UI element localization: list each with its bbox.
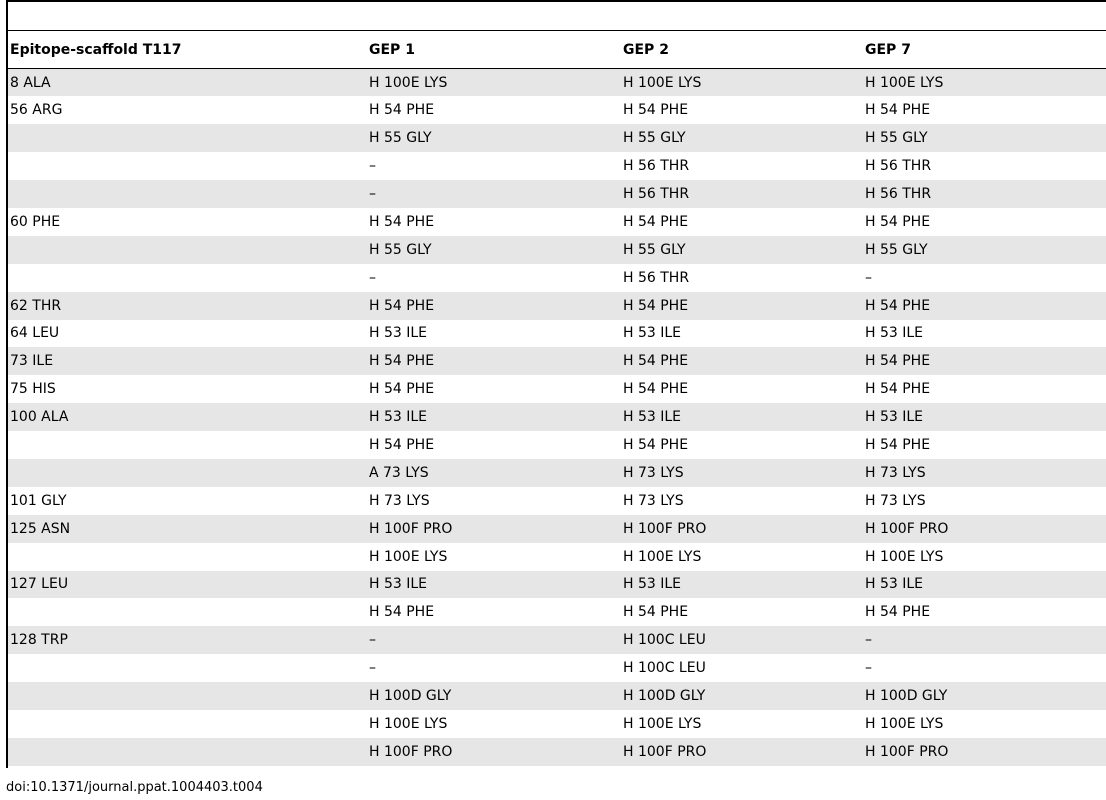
gep7-cell: H 100D GLY [865,688,948,705]
table-row [8,124,1106,152]
gep7-cell: H 100E LYS [865,74,944,91]
table-row [8,654,1106,682]
gep7-cell: H 100E LYS [865,548,944,565]
gep2-cell: H 55 GLY [623,241,686,258]
gep2-cell: H 100E LYS [623,548,702,565]
gep1-cell: H 54 PHE [369,353,435,370]
epitope-residue-cell [8,682,369,710]
gep1-cell: H 54 PHE [369,297,435,314]
gep7-cell: H 53 ILE [865,576,924,593]
gep7-cell: H 100E LYS [865,715,944,732]
epitope-residue-cell: 75 HIS [10,381,56,398]
gep2-cell: H 56 THR [623,158,690,175]
gep1-cell: H 54 PHE [369,102,435,119]
table-row [8,69,1106,97]
table-row [8,96,1106,124]
table-row [8,515,1106,543]
epitope-residue-cell: 125 ASN [10,520,71,537]
gep2-cell: H 100D GLY [623,688,706,705]
table-row [8,264,1106,292]
gep7-cell: H 54 PHE [865,437,931,454]
gep1-cell: – [369,269,376,286]
epitope-residue-cell [8,124,369,152]
epitope-contact-table [8,30,1106,766]
epitope-residue-cell [8,264,369,292]
gep1-cell: H 53 ILE [369,325,428,342]
gep1-cell: H 54 PHE [369,381,435,398]
gep2-cell: H 53 ILE [623,325,682,342]
table-row [8,459,1106,487]
top-rule [8,0,1106,2]
gep7-cell: H 56 THR [865,158,932,175]
gep2-cell: H 54 PHE [623,353,689,370]
gep1-cell: H 54 PHE [369,604,435,621]
epitope-residue-cell: 8 ALA [10,74,51,91]
gep1-cell: H 100D GLY [369,688,452,705]
gep2-cell: H 54 PHE [623,437,689,454]
gep2-cell: H 100F PRO [623,520,707,537]
table-row [8,626,1106,654]
epitope-residue-cell: 56 ARG [10,102,63,119]
gep2-cell: H 100E LYS [623,715,702,732]
table-row [8,180,1106,208]
epitope-residue-cell: 127 LEU [10,576,69,593]
gep2-cell: H 73 LYS [623,492,684,509]
gep2-cell: H 100F PRO [623,743,707,760]
gep1-cell: – [369,158,376,175]
epitope-residue-cell: 101 GLY [10,492,67,509]
gep7-cell: H 73 LYS [865,464,926,481]
epitope-residue-cell [8,431,369,459]
gep1-cell: H 73 LYS [369,492,430,509]
gep2-cell: H 56 THR [623,186,690,202]
header-gep7: GEP 7 [865,31,1106,69]
gep7-cell: H 53 ILE [865,409,924,426]
header-epitope-scaffold: Epitope-scaffold T117 [8,31,369,69]
epitope-residue-cell [8,459,369,487]
table-row [8,487,1106,515]
epitope-residue-cell [8,152,369,180]
epitope-residue-cell: 62 THR [10,297,62,314]
gep2-cell: H 54 PHE [623,213,689,230]
epitope-residue-cell [8,598,369,626]
table-row [8,543,1106,571]
epitope-residue-cell [8,710,369,738]
epitope-residue-cell: 100 ALA [10,409,69,426]
gep2-cell: H 53 ILE [623,576,682,593]
epitope-residue-cell [8,180,369,208]
gep1-cell: A 73 LYS [369,464,429,481]
epitope-residue-cell: 60 PHE [10,213,61,230]
gep2-cell: H 56 THR [623,269,690,286]
header-gep2: GEP 2 [623,31,865,69]
gep2-cell: H 54 PHE [623,102,689,119]
gep7-cell: – [865,632,872,649]
gep1-cell: H 55 GLY [369,241,432,258]
gep7-cell: H 54 PHE [865,102,931,119]
gep2-cell: H 54 PHE [623,297,689,314]
gep7-cell: H 54 PHE [865,604,931,621]
gep7-cell: H 100F PRO [865,743,949,760]
gep1-cell: H 55 GLY [369,130,432,147]
epitope-residue-cell [8,738,369,766]
table-row [8,152,1106,180]
gep1-cell: H 100F PRO [369,743,453,760]
gep1-cell: H 100E LYS [369,74,448,91]
table-row [8,710,1106,738]
epitope-residue-cell: 128 TRP [10,632,68,649]
gep7-cell: H 56 THR [865,186,932,202]
epitope-residue-cell: 64 LEU [10,325,60,342]
gep7-cell: – [865,269,872,286]
gep1-cell: H 100F PRO [369,520,453,537]
table-row [8,347,1106,375]
table-row [8,375,1106,403]
gep7-cell: H 54 PHE [865,353,931,370]
table-frame [6,0,1106,768]
gep2-cell: H 73 LYS [623,464,684,481]
epitope-residue-cell [8,543,369,571]
gep2-cell: H 55 GLY [623,130,686,147]
epitope-residue-cell [8,236,369,264]
table-row [8,431,1106,459]
gep2-cell: H 53 ILE [623,409,682,426]
gep7-cell: H 54 PHE [865,213,931,230]
gep1-cell: – [369,660,376,677]
header-row [8,31,1106,69]
table-row [8,320,1106,348]
gep2-cell: H 100C LEU [623,632,706,649]
table-row [8,571,1106,599]
gep7-cell: H 100F PRO [865,520,949,537]
gep1-cell: H 53 ILE [369,409,428,426]
gep2-cell: H 100E LYS [623,74,702,91]
gep1-cell: – [369,632,376,649]
gep1-cell: H 54 PHE [369,213,435,230]
gep2-cell: H 100C LEU [623,660,706,677]
table-row [8,403,1106,431]
gep7-cell: H 55 GLY [865,130,928,147]
table-row [8,682,1106,710]
gep1-cell: – [369,186,376,202]
table-row [8,292,1106,320]
gep2-cell: H 54 PHE [623,604,689,621]
header-gep1: GEP 1 [369,31,623,69]
gep1-cell: H 54 PHE [369,437,435,454]
gep7-cell: H 73 LYS [865,492,926,509]
gep7-cell: – [865,660,872,677]
gep1-cell: H 100E LYS [369,548,448,565]
gep7-cell: H 53 ILE [865,325,924,342]
gep7-cell: H 54 PHE [865,297,931,314]
gep1-cell: H 53 ILE [369,576,428,593]
doi-footer: doi:10.1371/journal.ppat.1004403.t004 [6,780,263,795]
table-row [8,208,1106,236]
gep2-cell: H 54 PHE [623,381,689,398]
table-row [8,598,1106,626]
table-row [8,236,1106,264]
gep1-cell: H 100E LYS [369,715,448,732]
gep7-cell: H 54 PHE [865,381,931,398]
gep7-cell: H 55 GLY [865,241,928,258]
epitope-residue-cell: 73 ILE [10,353,54,370]
table-row [8,738,1106,766]
epitope-residue-cell [8,654,369,682]
